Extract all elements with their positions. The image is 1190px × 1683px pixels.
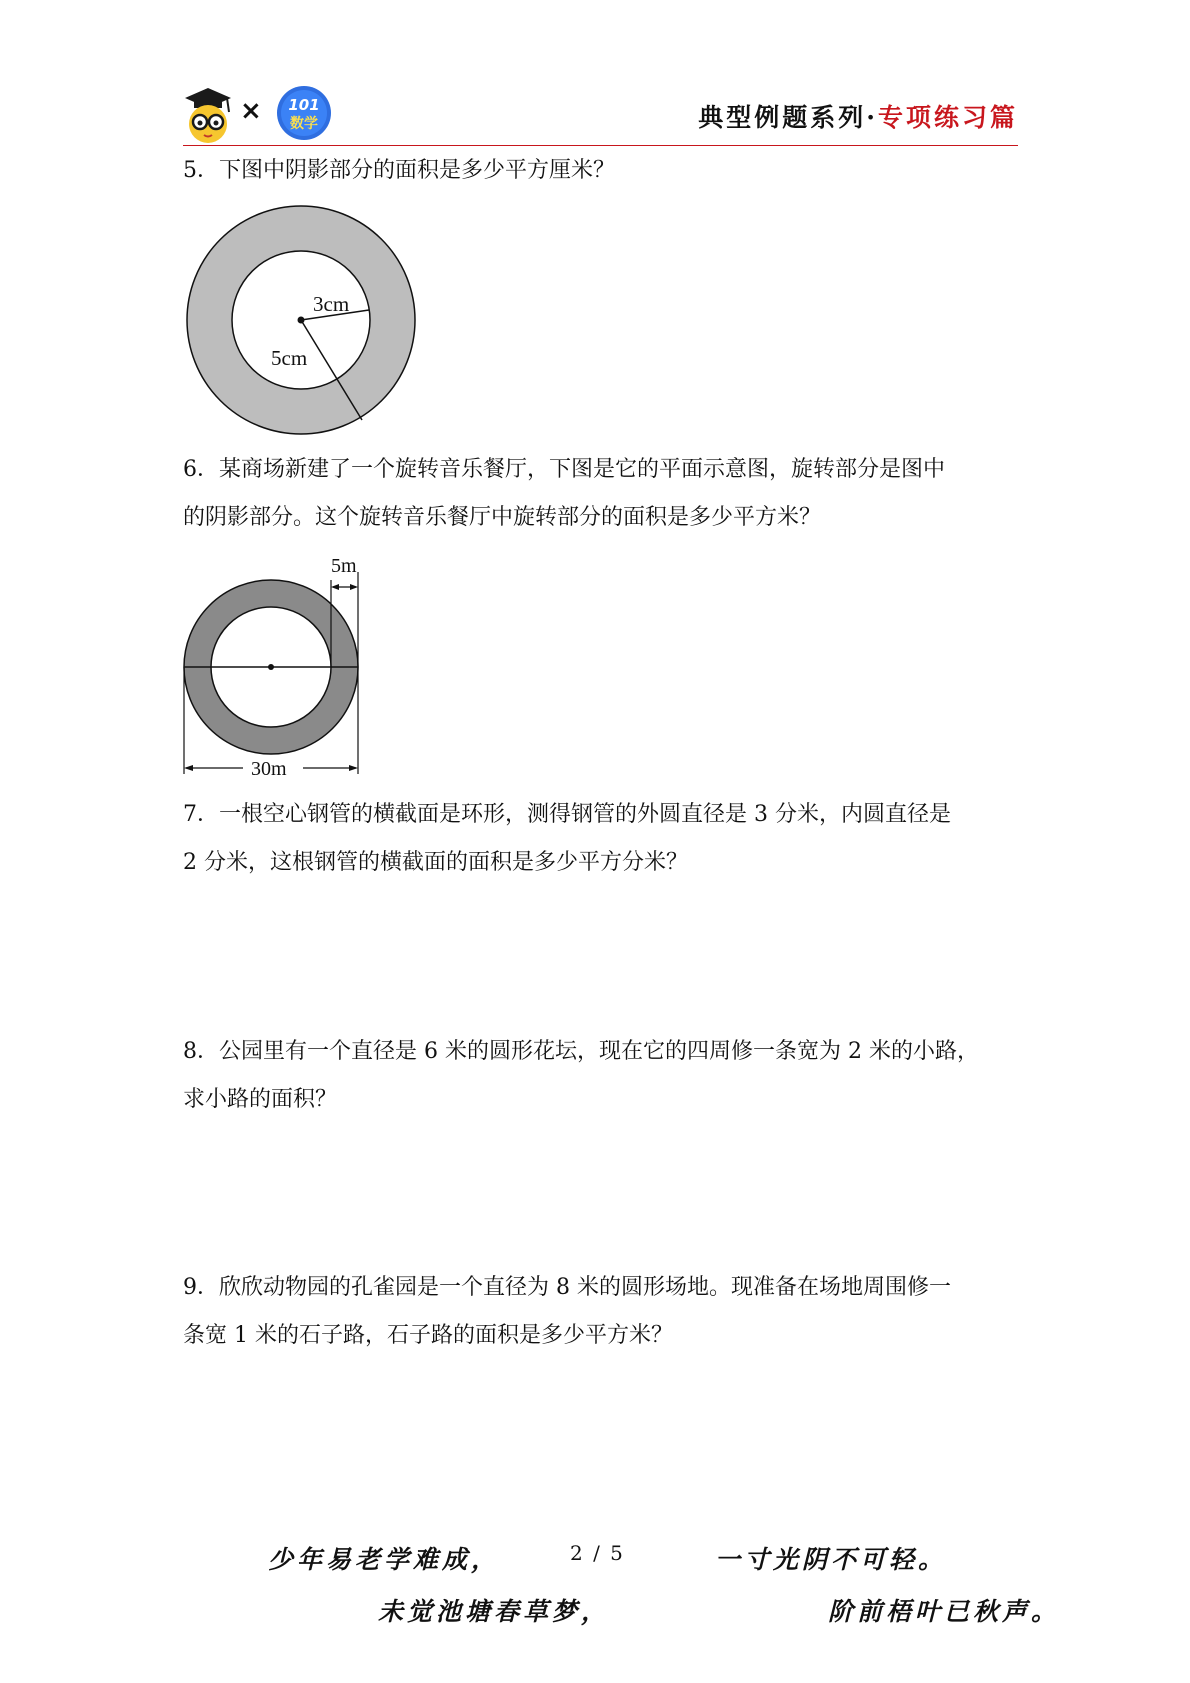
question-number: 6．: [183, 457, 219, 482]
question-number: 9．: [183, 1275, 219, 1300]
question-7-line-2: [183, 839, 1018, 887]
diameter-label: 30m: [251, 758, 287, 780]
question-6-line-1: [183, 446, 1018, 494]
math-101-logo-icon: [275, 84, 333, 142]
question-9-line-1: [183, 1264, 1018, 1312]
question-text: 一根空心钢管的横截面是环形，测得钢管的外圆直径是 3 分米，内圆直径是: [219, 802, 951, 827]
brand-times-sign: ×: [240, 96, 262, 126]
footer-poem-right-1: 一寸光阴不可轻。: [715, 1545, 948, 1574]
width-label: 5m: [331, 555, 357, 577]
question-number: 8．: [183, 1039, 219, 1064]
series-title-main: 典型例题系列: [698, 103, 867, 132]
center-point: [268, 664, 274, 670]
outer-radius-label: 5cm: [271, 346, 308, 370]
question-7: [183, 791, 1018, 887]
footer-poem-left-2: 未觉池塘春草梦，: [378, 1597, 611, 1626]
series-title: [698, 98, 1018, 134]
question-text: 下图中阴影部分的面积是多少平方厘米？: [219, 158, 616, 183]
figure-annulus-5: [183, 205, 423, 445]
question-9: [183, 1264, 1018, 1360]
owl-logo-icon: [183, 86, 233, 144]
footer-poem-right-2: 阶前梧叶已秋声。: [828, 1597, 1061, 1626]
question-text: 求小路的面积？: [183, 1087, 338, 1112]
series-title-sub: 专项练习篇: [877, 103, 1018, 132]
question-5-line-1: [183, 147, 1018, 195]
question-text: 的阴影部分。这个旋转音乐餐厅中旋转部分的面积是多少平方米？: [183, 505, 822, 530]
page-number: 2 / 5: [570, 1541, 625, 1565]
header-rule: [183, 145, 1018, 146]
center-point: [298, 317, 305, 324]
question-5: [183, 147, 1018, 195]
inner-radius-label: 3cm: [313, 292, 350, 316]
question-text: 2 分米，这根钢管的横截面的面积是多少平方分米？: [183, 850, 688, 875]
diameter-arrow-left: [184, 765, 193, 771]
footer-poem-left-1: 少年易老学难成，: [268, 1545, 501, 1574]
question-6-line-2: [183, 494, 1018, 542]
series-title-dot: ·: [866, 103, 878, 132]
logo-101-text: 101: [288, 96, 320, 114]
diameter-arrow-right: [349, 765, 358, 771]
figure-restaurant-6: [183, 552, 373, 786]
question-8-line-1: [183, 1028, 1018, 1076]
question-8-line-2: [183, 1076, 1018, 1124]
question-text: 条宽 1 米的石子路，石子路的面积是多少平方米？: [183, 1323, 673, 1348]
question-number: 5．: [183, 158, 219, 183]
question-8: [183, 1028, 1018, 1124]
question-number: 7．: [183, 802, 219, 827]
question-text: 欣欣动物园的孔雀园是一个直径为 8 米的圆形场地。现准备在场地周围修一: [219, 1275, 951, 1300]
width-arrow-left: [331, 584, 339, 590]
question-6: [183, 446, 1018, 542]
logo-math-text: 数学: [290, 116, 318, 132]
question-7-line-1: [183, 791, 1018, 839]
question-9-line-2: [183, 1312, 1018, 1360]
question-text: 公园里有一个直径是 6 米的圆形花坛，现在它的四周修一条宽为 2 米的小路，: [219, 1039, 979, 1064]
question-text: 某商场新建了一个旋转音乐餐厅，下图是它的平面示意图，旋转部分是图中: [219, 457, 946, 482]
width-arrow-right: [350, 584, 358, 590]
